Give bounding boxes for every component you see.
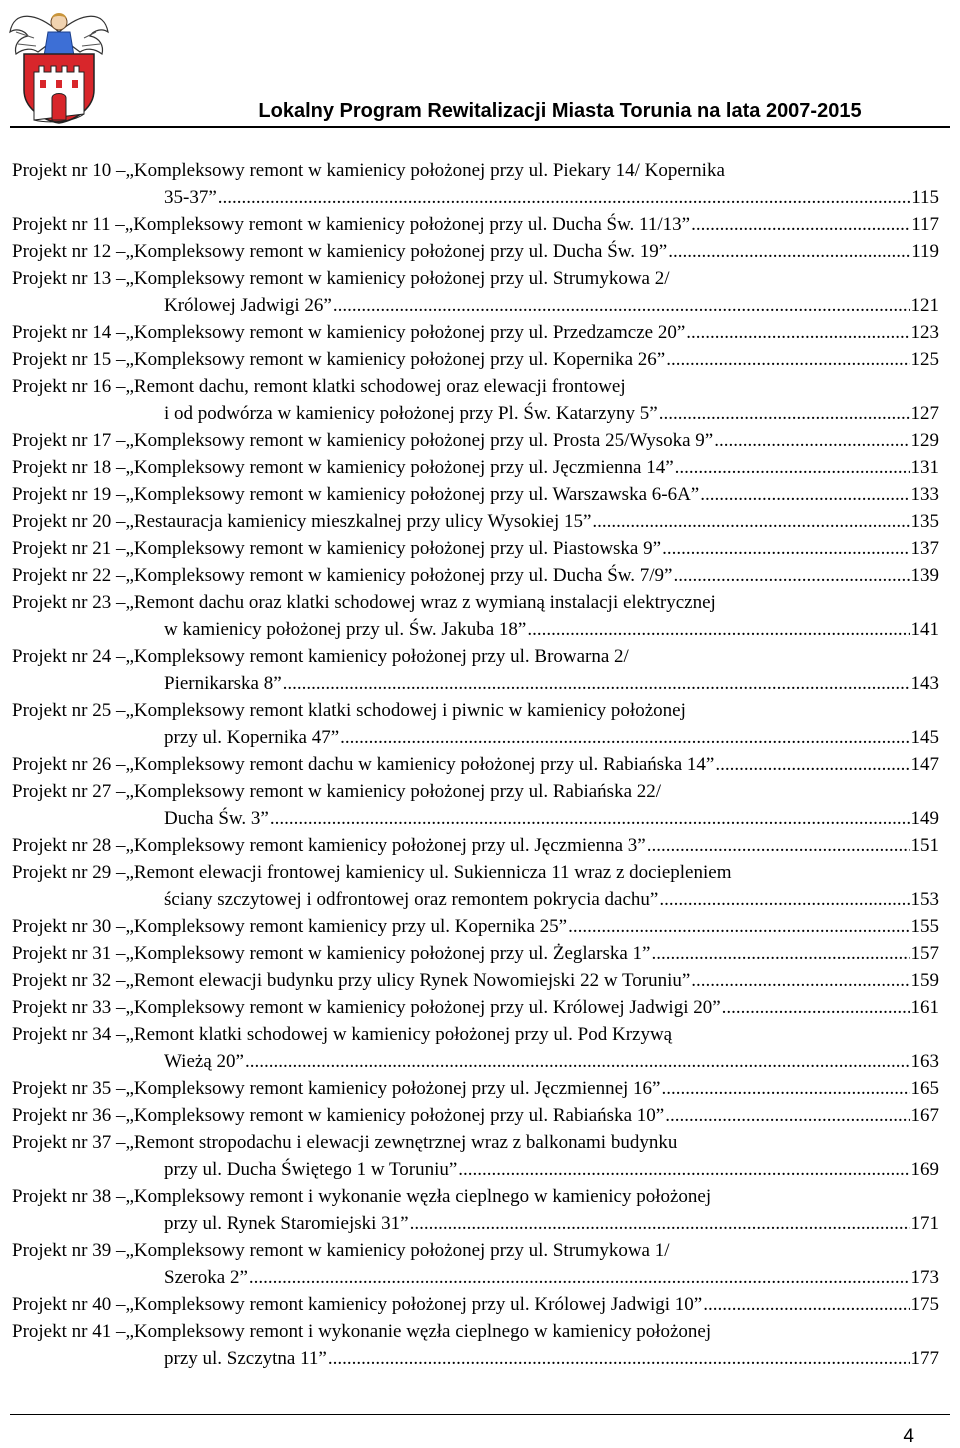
toc-project-number: Projekt nr 13 – bbox=[12, 268, 126, 289]
toc-project-number: Projekt nr 37 – bbox=[12, 1132, 126, 1153]
toc-entry-line bbox=[12, 1156, 939, 1183]
toc-page-number: 119 bbox=[911, 241, 939, 262]
toc-project-number: Projekt nr 39 – bbox=[12, 1240, 126, 1261]
toc-dot-leader bbox=[714, 427, 909, 454]
toc-dot-leader bbox=[333, 292, 910, 319]
toc-entry-line bbox=[12, 805, 939, 832]
toc-entry-title: ściany szczytowej i odfrontowej oraz remontem pokrycia dachu” bbox=[164, 889, 659, 910]
toc-entry-title: „Kompleksowy remont w kamienicy położonej przy ul. Kopernika 26” bbox=[125, 349, 666, 370]
toc-entry-line bbox=[12, 535, 939, 562]
toc-dot-leader bbox=[270, 805, 910, 832]
toc-project-number: Projekt nr 40 – bbox=[12, 1294, 126, 1315]
toc-project-number: Projekt nr 22 – bbox=[12, 565, 126, 586]
toc-dot-leader bbox=[691, 967, 909, 994]
toc-project-number: Projekt nr 15 – bbox=[12, 349, 126, 370]
toc-entry-title: i od podwórza w kamienicy położonej przy Pl. Św. Katarzyny 5” bbox=[164, 403, 658, 424]
toc-project-number: Projekt nr 38 – bbox=[12, 1186, 126, 1207]
toc-entry-line bbox=[12, 508, 939, 535]
toc-entry[interactable] bbox=[12, 1021, 939, 1075]
toc-entry[interactable] bbox=[12, 481, 939, 508]
toc-entry-line bbox=[12, 1183, 939, 1210]
toc-project-number: Projekt nr 14 – bbox=[12, 322, 126, 343]
toc-entry-title: „Remont stropodachu i elewacji zewnętrznej wraz z balkonami budynku bbox=[125, 1132, 678, 1153]
toc-dot-leader bbox=[691, 211, 910, 238]
toc-entry-title: „Kompleksowy remont kamienicy przy ul. Kopernika 25” bbox=[125, 916, 568, 937]
toc-entry-line bbox=[12, 1210, 939, 1237]
toc-entry[interactable] bbox=[12, 238, 939, 265]
toc-entry-title: „Remont dachu, remont klatki schodowej oraz elewacji frontowej bbox=[125, 376, 626, 397]
toc-page-number: 151 bbox=[910, 835, 939, 856]
toc-project-number: Projekt nr 23 – bbox=[12, 592, 126, 613]
toc-project-number: Projekt nr 17 – bbox=[12, 430, 126, 451]
toc-dot-leader bbox=[218, 184, 910, 211]
toc-entry-title: „Kompleksowy remont kamienicy położonej przy ul. Jęczmiennej 16” bbox=[125, 1078, 661, 1099]
toc-project-number: Projekt nr 34 – bbox=[12, 1024, 126, 1045]
toc-dot-leader bbox=[673, 562, 909, 589]
toc-entry[interactable] bbox=[12, 643, 939, 697]
toc-page-number: 177 bbox=[910, 1348, 939, 1369]
toc-dot-leader bbox=[715, 751, 909, 778]
toc-project-number: Projekt nr 41 – bbox=[12, 1321, 126, 1342]
toc-entry-line bbox=[12, 778, 939, 805]
toc-page-number: 149 bbox=[910, 808, 939, 829]
toc-dot-leader bbox=[458, 1156, 909, 1183]
toc-entry-line bbox=[12, 319, 939, 346]
toc-page-number: 163 bbox=[910, 1051, 939, 1072]
toc-entry-title: „Kompleksowy remont w kamienicy położonej przy ul. Piastowska 9” bbox=[125, 538, 662, 559]
toc-entry[interactable] bbox=[12, 535, 939, 562]
toc-entry-title: „Kompleksowy remont kamienicy położonej przy ul. Browarna 2/ bbox=[125, 646, 629, 667]
footer-divider bbox=[10, 1414, 950, 1415]
toc-entry-line bbox=[12, 589, 939, 616]
toc-project-number: Projekt nr 10 – bbox=[12, 160, 126, 181]
toc-entry-title: „Kompleksowy remont w kamienicy położonej przy ul. Strumykowa 2/ bbox=[125, 268, 670, 289]
toc-entry[interactable] bbox=[12, 265, 939, 319]
toc-entry-title: „Kompleksowy remont kamienicy położonej przy ul. Królowej Jadwigi 10” bbox=[125, 1294, 703, 1315]
toc-entry-title: „Kompleksowy remont dachu w kamienicy położonej przy ul. Rabiańska 14” bbox=[125, 754, 715, 775]
toc-page-number: 173 bbox=[910, 1267, 939, 1288]
toc-page-number: 125 bbox=[910, 349, 939, 370]
toc-dot-leader bbox=[675, 454, 910, 481]
toc-page-number: 121 bbox=[910, 295, 939, 316]
toc-entry-line bbox=[12, 616, 939, 643]
toc-page-number: 123 bbox=[910, 322, 939, 343]
toc-entry-line bbox=[12, 670, 939, 697]
toc-entry-title: Wieżą 20” bbox=[164, 1051, 244, 1072]
toc-project-number: Projekt nr 32 – bbox=[12, 970, 126, 991]
toc-page-number: 145 bbox=[910, 727, 939, 748]
toc-dot-leader bbox=[568, 913, 909, 940]
toc-dot-leader bbox=[661, 1075, 909, 1102]
toc-entry[interactable] bbox=[12, 940, 939, 967]
toc-project-number: Projekt nr 31 – bbox=[12, 943, 126, 964]
toc-page-number: 157 bbox=[910, 943, 939, 964]
toc-entry-title: Ducha Św. 3” bbox=[164, 808, 269, 829]
toc-entry-line bbox=[12, 1291, 939, 1318]
toc-entry-title: w kamienicy położonej przy ul. Św. Jakuba 18” bbox=[164, 619, 527, 640]
toc-entry-line bbox=[12, 886, 939, 913]
toc-entry-title: „Kompleksowy remont w kamienicy położonej przy ul. Ducha Św. 7/9” bbox=[125, 565, 673, 586]
toc-page-number: 159 bbox=[910, 970, 939, 991]
toc-entry-line bbox=[12, 697, 939, 724]
toc-entry-line bbox=[12, 724, 939, 751]
toc-entry-title: „Restauracja kamienicy mieszkalnej przy ulicy Wysokiej 15” bbox=[125, 511, 592, 532]
toc-dot-leader bbox=[668, 238, 910, 265]
toc-page-number: 175 bbox=[910, 1294, 939, 1315]
toc-page-number: 141 bbox=[910, 619, 939, 640]
toc-entry-title: „Remont elewacji budynku przy ulicy Rynek Nowomiejski 22 w Toruniu” bbox=[125, 970, 691, 991]
toc-entry[interactable] bbox=[12, 751, 939, 778]
toc-entry-title: przy ul. Szczytna 11” bbox=[164, 1348, 327, 1369]
toc-entry[interactable] bbox=[12, 454, 939, 481]
toc-entry[interactable] bbox=[12, 319, 939, 346]
toc-entry-title: „Remont klatki schodowej w kamienicy położonej przy ul. Pod Krzywą bbox=[125, 1024, 673, 1045]
toc-entry-line bbox=[12, 1048, 939, 1075]
toc-entry-title: „Kompleksowy remont w kamienicy położonej przy ul. Piekary 14/ Kopernika bbox=[125, 160, 725, 181]
toc-entry[interactable] bbox=[12, 211, 939, 238]
toc-entry[interactable] bbox=[12, 373, 939, 427]
toc-project-number: Projekt nr 12 – bbox=[12, 241, 126, 262]
toc-entry-line bbox=[12, 832, 939, 859]
toc-project-number: Projekt nr 21 – bbox=[12, 538, 126, 559]
toc-dot-leader bbox=[245, 1048, 910, 1075]
toc-page-number: 167 bbox=[910, 1105, 939, 1126]
toc-project-number: Projekt nr 35 – bbox=[12, 1078, 126, 1099]
toc-dot-leader bbox=[249, 1264, 910, 1291]
toc-entry-line bbox=[12, 1021, 939, 1048]
toc-entry-line bbox=[12, 1237, 939, 1264]
toc-page-number: 115 bbox=[911, 187, 939, 208]
toc-dot-leader bbox=[410, 1210, 910, 1237]
toc-page-number: 127 bbox=[910, 403, 939, 424]
toc-entry-line bbox=[12, 292, 939, 319]
toc-entry-title: „Kompleksowy remont w kamienicy położonej przy ul. Warszawska 6-6A” bbox=[125, 484, 700, 505]
toc-project-number: Projekt nr 26 – bbox=[12, 754, 126, 775]
toc-page-number: 165 bbox=[910, 1078, 939, 1099]
toc-project-number: Projekt nr 18 – bbox=[12, 457, 126, 478]
toc-entry-title: „Kompleksowy remont w kamienicy położonej przy ul. Królowej Jadwigi 20” bbox=[125, 997, 721, 1018]
toc-page-number: 147 bbox=[910, 754, 939, 775]
toc-dot-leader bbox=[665, 1102, 909, 1129]
toc-dot-leader bbox=[659, 400, 910, 427]
toc-project-number: Projekt nr 24 – bbox=[12, 646, 126, 667]
toc-project-number: Projekt nr 27 – bbox=[12, 781, 126, 802]
toc-entry-title: „Kompleksowy remont i wykonanie węzła cieplnego w kamienicy położonej bbox=[125, 1321, 712, 1342]
toc-entry[interactable] bbox=[12, 1183, 939, 1237]
toc-project-number: Projekt nr 29 – bbox=[12, 862, 126, 883]
toc-entry[interactable] bbox=[12, 1129, 939, 1183]
page-number: 4 bbox=[903, 1426, 914, 1447]
toc-entry-title: „Kompleksowy remont w kamienicy położonej przy ul. Prosta 25/Wysoka 9” bbox=[125, 430, 714, 451]
toc-entry-line bbox=[12, 1075, 939, 1102]
toc-dot-leader bbox=[686, 319, 909, 346]
toc-entry-line bbox=[12, 157, 939, 184]
toc-page-number: 117 bbox=[911, 214, 939, 235]
toc-entry-line bbox=[12, 238, 939, 265]
toc-entry-line bbox=[12, 184, 939, 211]
toc-entry-title: „Remont elewacji frontowej kamienicy ul. Sukiennicza 11 wraz z dociepleniem bbox=[125, 862, 732, 883]
table-of-contents bbox=[12, 157, 939, 1372]
toc-entry[interactable] bbox=[12, 778, 939, 832]
toc-entry-line bbox=[12, 427, 939, 454]
toc-page-number: 161 bbox=[910, 997, 939, 1018]
toc-entry-title: „Kompleksowy remont w kamienicy położonej przy ul. Ducha Św. 11/13” bbox=[124, 214, 691, 235]
toc-entry[interactable] bbox=[12, 913, 939, 940]
toc-entry-title: „Kompleksowy remont w kamienicy położonej przy ul. Rabiańska 22/ bbox=[125, 781, 662, 802]
toc-dot-leader bbox=[527, 616, 909, 643]
toc-dot-leader bbox=[703, 1291, 909, 1318]
toc-entry[interactable] bbox=[12, 562, 939, 589]
toc-page-number: 131 bbox=[910, 457, 939, 478]
toc-entry-title: „Kompleksowy remont kamienicy położonej przy ul. Jęczmienna 3” bbox=[125, 835, 646, 856]
toc-entry[interactable] bbox=[12, 1318, 939, 1372]
toc-entry[interactable] bbox=[12, 508, 939, 535]
toc-entry-title: „Kompleksowy remont w kamienicy położonej przy ul. Jęczmienna 14” bbox=[125, 457, 674, 478]
toc-dot-leader bbox=[662, 535, 909, 562]
toc-entry-title: „Kompleksowy remont klatki schodowej i piwnic w kamienicy położonej bbox=[125, 700, 686, 721]
toc-entry-line bbox=[12, 643, 939, 670]
toc-entry-title: „Kompleksowy remont w kamienicy położonej przy ul. Rabiańska 10” bbox=[125, 1105, 665, 1126]
toc-project-number: Projekt nr 16 – bbox=[12, 376, 126, 397]
toc-page-number: 153 bbox=[910, 889, 939, 910]
toc-entry[interactable] bbox=[12, 994, 939, 1021]
toc-entry-line bbox=[12, 967, 939, 994]
toc-dot-leader bbox=[659, 886, 909, 913]
toc-entry-line bbox=[12, 994, 939, 1021]
toc-entry-line bbox=[12, 1129, 939, 1156]
toc-entry-line bbox=[12, 1264, 939, 1291]
toc-entry-title: Szeroka 2” bbox=[164, 1267, 248, 1288]
toc-project-number: Projekt nr 20 – bbox=[12, 511, 126, 532]
toc-entry-line bbox=[12, 940, 939, 967]
toc-project-number: Projekt nr 19 – bbox=[12, 484, 126, 505]
toc-entry-title: „Kompleksowy remont w kamienicy położonej przy ul. Ducha Św. 19” bbox=[125, 241, 668, 262]
toc-project-number: Projekt nr 11 – bbox=[12, 214, 125, 235]
toc-entry[interactable] bbox=[12, 1102, 939, 1129]
toc-dot-leader bbox=[651, 940, 909, 967]
toc-dot-leader bbox=[722, 994, 910, 1021]
toc-entry-line bbox=[12, 454, 939, 481]
toc-entry-title: Królowej Jadwigi 26” bbox=[164, 295, 332, 316]
toc-entry-line bbox=[12, 1345, 939, 1372]
toc-entry-title: 35-37” bbox=[164, 187, 217, 208]
toc-entry[interactable] bbox=[12, 1075, 939, 1102]
toc-page-number: 139 bbox=[910, 565, 939, 586]
toc-entry[interactable] bbox=[12, 427, 939, 454]
toc-entry[interactable] bbox=[12, 697, 939, 751]
toc-entry-line bbox=[12, 562, 939, 589]
toc-entry-line bbox=[12, 400, 939, 427]
toc-page-number: 129 bbox=[910, 430, 939, 451]
toc-entry-title: „Remont dachu oraz klatki schodowej wraz z wymianą instalacji elektrycznej bbox=[125, 592, 716, 613]
toc-entry-line bbox=[12, 1102, 939, 1129]
toc-entry[interactable] bbox=[12, 157, 939, 211]
toc-entry-line bbox=[12, 481, 939, 508]
toc-dot-leader bbox=[647, 832, 910, 859]
toc-entry-title: „Kompleksowy remont w kamienicy położonej przy ul. Żeglarska 1” bbox=[125, 943, 651, 964]
toc-entry-title: „Kompleksowy remont w kamienicy położonej przy ul. Przedzamcze 20” bbox=[125, 322, 686, 343]
toc-page-number: 171 bbox=[910, 1213, 939, 1234]
toc-entry-line bbox=[12, 346, 939, 373]
toc-dot-leader bbox=[700, 481, 909, 508]
toc-entry-title: „Kompleksowy remont w kamienicy położonej przy ul. Strumykowa 1/ bbox=[125, 1240, 670, 1261]
toc-entry-line bbox=[12, 265, 939, 292]
toc-project-number: Projekt nr 33 – bbox=[12, 997, 126, 1018]
toc-entry-line bbox=[12, 211, 939, 238]
toc-page-number: 155 bbox=[910, 916, 939, 937]
toc-project-number: Projekt nr 25 – bbox=[12, 700, 126, 721]
toc-entry-title: przy ul. Kopernika 47” bbox=[164, 727, 340, 748]
toc-entry-line bbox=[12, 1318, 939, 1345]
toc-dot-leader bbox=[328, 1345, 910, 1372]
toc-dot-leader bbox=[340, 724, 909, 751]
toc-entry[interactable] bbox=[12, 859, 939, 913]
toc-entry-title: „Kompleksowy remont i wykonanie węzła cieplnego w kamienicy położonej bbox=[125, 1186, 712, 1207]
toc-project-number: Projekt nr 30 – bbox=[12, 916, 126, 937]
toc-page-number: 135 bbox=[910, 511, 939, 532]
toc-entry[interactable] bbox=[12, 1291, 939, 1318]
toc-entry-line bbox=[12, 859, 939, 886]
toc-entry-title: przy ul. Ducha Świętego 1 w Toruniu” bbox=[164, 1159, 458, 1180]
toc-page-number: 143 bbox=[910, 673, 939, 694]
toc-entry[interactable] bbox=[12, 967, 939, 994]
document-header-title: Lokalny Program Rewitalizacji Miasta Torunia na lata 2007-2015 bbox=[258, 100, 862, 122]
toc-entry-line bbox=[12, 373, 939, 400]
toc-page-number: 133 bbox=[910, 484, 939, 505]
toc-entry-title: przy ul. Rynek Staromiejski 31” bbox=[164, 1213, 409, 1234]
toc-dot-leader bbox=[283, 670, 910, 697]
toc-entry-line bbox=[12, 751, 939, 778]
toc-project-number: Projekt nr 36 – bbox=[12, 1105, 126, 1126]
toc-page-number: 169 bbox=[910, 1159, 939, 1180]
toc-entry[interactable] bbox=[12, 1237, 939, 1291]
toc-entry[interactable] bbox=[12, 346, 939, 373]
toc-dot-leader bbox=[666, 346, 909, 373]
toc-entry[interactable] bbox=[12, 832, 939, 859]
toc-entry-line bbox=[12, 913, 939, 940]
header-divider bbox=[10, 126, 950, 128]
torun-coat-of-arms-icon bbox=[6, 2, 112, 124]
toc-project-number: Projekt nr 28 – bbox=[12, 835, 126, 856]
toc-entry-title: Piernikarska 8” bbox=[164, 673, 282, 694]
toc-page-number: 137 bbox=[910, 538, 939, 559]
toc-entry[interactable] bbox=[12, 589, 939, 643]
toc-dot-leader bbox=[592, 508, 909, 535]
